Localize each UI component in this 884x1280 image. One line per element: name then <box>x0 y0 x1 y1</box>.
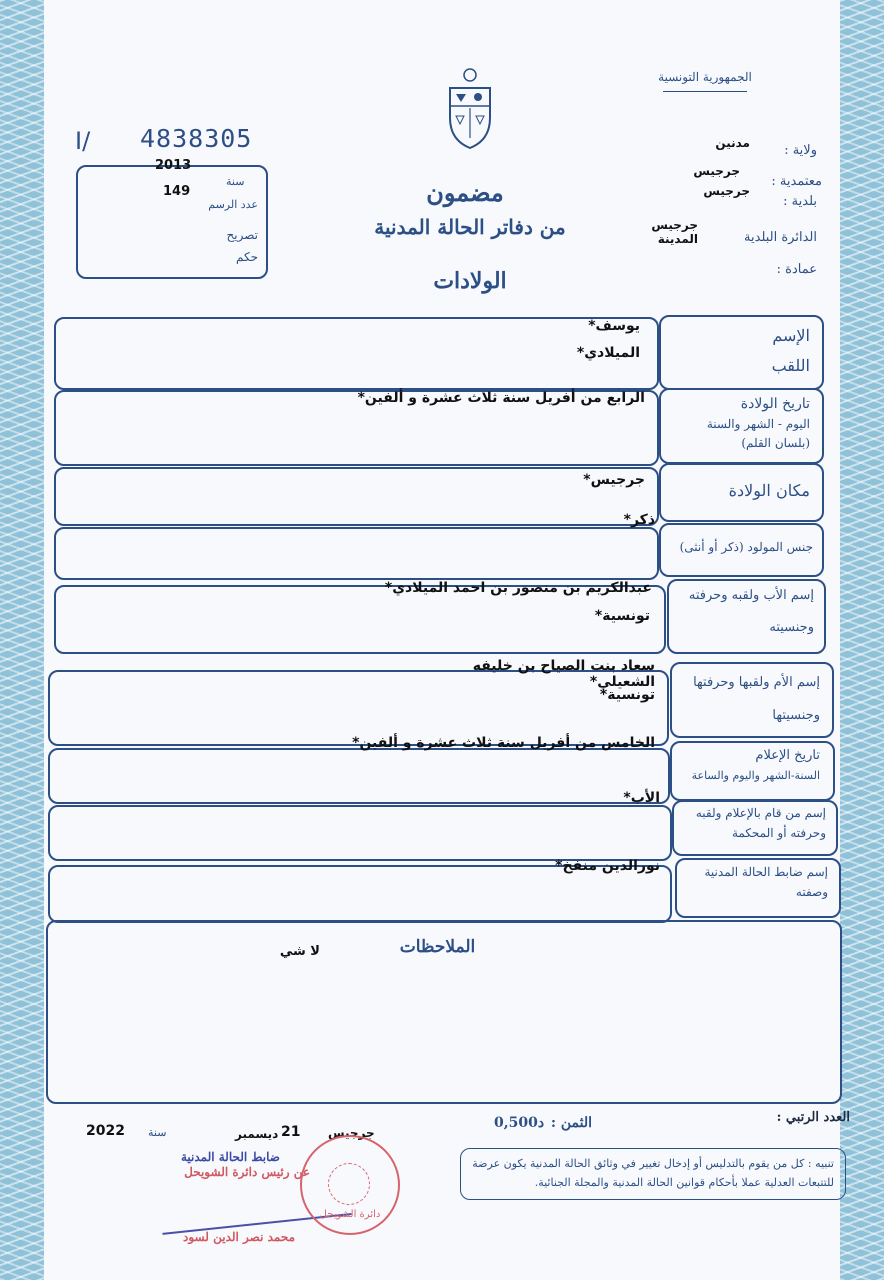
row-registrar-value: نورالدين منفخ* <box>555 858 660 874</box>
issue-month: ديسمبر <box>235 1127 279 1141</box>
row-declaration-date-value: الخامس من أفريل سنة ثلاث عشرة و ألفين* <box>352 735 655 751</box>
official-stamp <box>300 1135 400 1235</box>
issue-day: 21 <box>281 1124 301 1140</box>
section-title: الولادات <box>433 268 507 294</box>
delegation-label: معتمدية : <box>771 174 822 189</box>
row-declaration-date-label-2: السنة-الشهر واليوم والساعة <box>691 769 820 782</box>
row-birthdate-label-3: (بلسان القلم) <box>741 436 810 450</box>
municipality-label: بلدية : <box>783 194 817 209</box>
registration-number-label: عدد الرسم <box>208 198 258 211</box>
row-mother-label-2: وجنسيتها <box>772 708 820 723</box>
title-line-1: مضمون <box>426 178 504 207</box>
row-declarant-label-2: وحرفته أو المحكمة <box>731 826 826 840</box>
row-mother-value-1: سعاد بنت الصياح بن خليفه الشعيلي* <box>472 658 655 690</box>
republic-underline <box>663 91 747 92</box>
year-value: 2013 <box>155 158 192 173</box>
signature-title-2: عن رئيس دائرة الشويحل <box>184 1165 310 1179</box>
signature-title-1: ضابط الحالة المدنية <box>180 1150 280 1164</box>
row-declarant-label-1: إسم من قام بالإعلام ولقبه <box>695 806 826 820</box>
district-value: جرجيس المدينة <box>651 218 698 246</box>
row-registrar-label-2: وصفته <box>795 885 828 899</box>
judgment-label: حكم <box>235 250 258 264</box>
signatory-name: محمد نصر الدين لسود <box>183 1230 295 1244</box>
serial-number: 4838305 <box>140 124 253 153</box>
republic-heading: الجمهورية التونسية <box>658 70 752 84</box>
decorative-border-left <box>0 0 44 1280</box>
issue-year: 2022 <box>86 1123 125 1139</box>
legal-notice: تنبيه : كل من يقوم بالتدليس أو إدخال تغيير في وثائق الحالة المدنية يكون عرضة للتتبعات العدلية عملا بأحكام قوانين الحالة المدنية والمجلة الجنائية. <box>472 1157 834 1189</box>
row-birthdate-value: الرابع من أفريل سنة ثلاث عشرة و ألفين* <box>357 390 645 406</box>
issue-place: جرجيس <box>328 1126 375 1140</box>
issue-year-label: سنة <box>148 1126 167 1139</box>
stamp-center-mark <box>328 1163 370 1205</box>
district-label: الدائرة البلدية <box>744 230 817 245</box>
row-declaration-date-value-box <box>48 748 670 804</box>
row-gender-value: ذكر* <box>623 512 655 528</box>
governorate-label: ولاية : <box>784 143 817 158</box>
row-birthplace-value: جرجيس* <box>583 472 645 488</box>
serial-prefix: I/ <box>75 127 91 155</box>
row-father-value-2: تونسية* <box>594 608 650 624</box>
row-declarant-value: الأب* <box>623 790 660 806</box>
row-name-label-2: اللقب <box>771 356 810 375</box>
serial-label: العدد الرتبي : <box>776 1110 850 1125</box>
row-name-label-1: الإسم <box>772 326 810 345</box>
row-mother-label-box <box>670 662 834 738</box>
tunisia-emblem-icon <box>442 66 498 152</box>
row-birthplace-label: مكان الولادة <box>728 481 810 500</box>
declaration-label: تصريح <box>226 228 258 242</box>
remarks-value: لا شي <box>279 944 320 959</box>
omda-label: عمادة : <box>776 262 817 277</box>
row-gender-value-box <box>54 527 659 580</box>
row-declarant-value-box <box>48 805 672 861</box>
row-father-value-1: عبدالكريم بن منصور بن احمد الميلادي* <box>384 580 652 596</box>
row-gender-label: جنس المولود (ذكر أو أنثى) <box>679 540 813 554</box>
year-label: سنة <box>226 175 245 188</box>
row-declaration-date-label-1: تاريخ الإعلام <box>755 748 820 763</box>
row-father-label-2: وجنسيته <box>769 620 814 635</box>
row-birthdate-label-1: تاريخ الولادة <box>740 396 810 412</box>
remarks-label: الملاحظات <box>399 937 476 957</box>
row-name-value-1: يوسف* <box>588 318 640 334</box>
registration-number-value: 149 <box>163 184 191 199</box>
decorative-border-right <box>840 0 884 1280</box>
row-father-label-1: إسم الأب ولقبه وحرفته <box>688 588 814 603</box>
row-mother-value-2: تونسية* <box>599 687 655 703</box>
governorate-value: مدنين <box>715 136 750 150</box>
stamp-text: دائرة الشويحل <box>319 1209 381 1220</box>
row-birthdate-label-2: اليوم - الشهر والسنة <box>706 417 810 431</box>
row-registrar-label-1: إسم ضابط الحالة المدنية <box>704 865 828 879</box>
municipality-value: جرجيس <box>703 184 750 198</box>
delegation-value: جرجيس <box>693 164 740 178</box>
row-mother-label-1: إسم الأم ولقبها وحرفتها <box>693 675 820 690</box>
row-name-value-2: الميلادي* <box>576 345 640 361</box>
price-label: الثمن : <box>550 1115 592 1131</box>
price-value: 0,500د <box>494 1115 545 1131</box>
title-line-2: من دفاتر الحالة المدنية <box>374 215 566 239</box>
